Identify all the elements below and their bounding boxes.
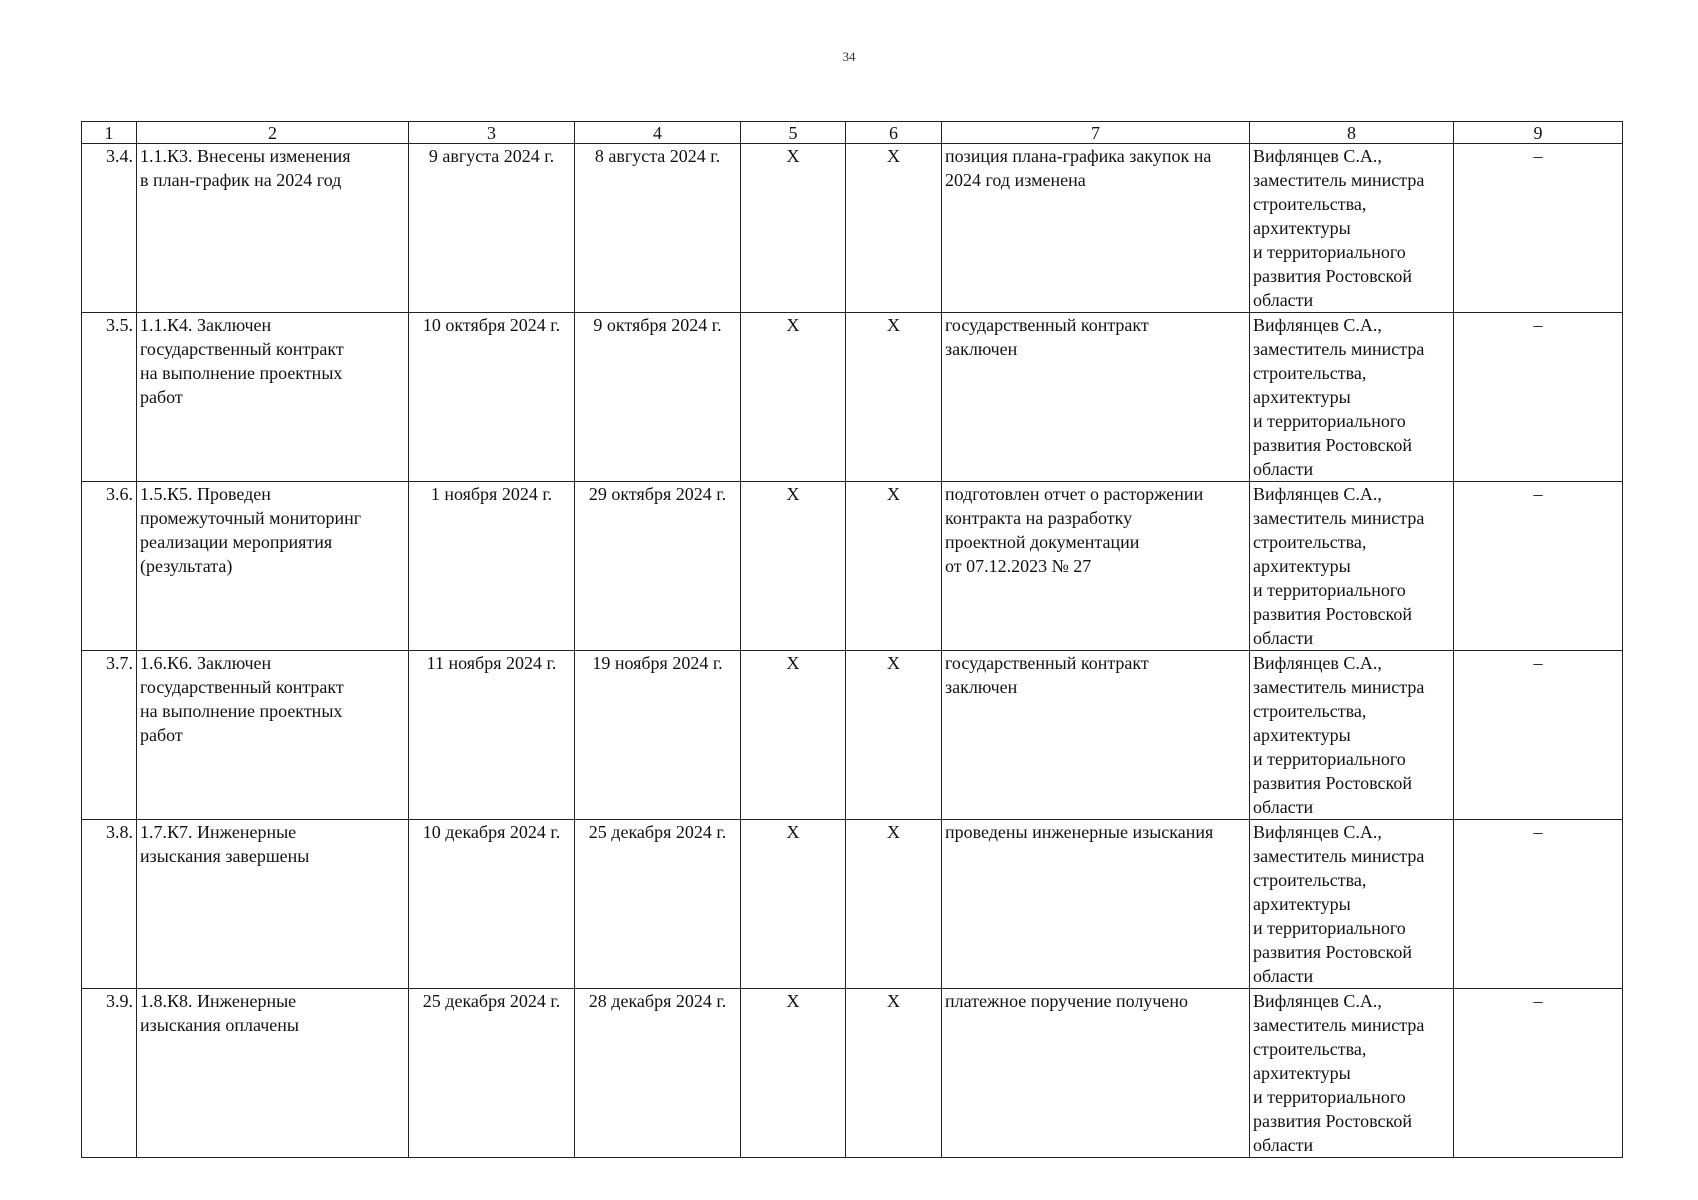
column-header: 2: [137, 122, 409, 144]
plan-date: 10 октября 2024 г.: [409, 313, 575, 482]
result-text: платежное поручение получено: [942, 989, 1250, 1158]
table-row: [82, 313, 1623, 482]
column-5-value: X: [741, 989, 846, 1158]
table-row: [82, 989, 1623, 1158]
table-row: [82, 820, 1623, 989]
column-header: 5: [741, 122, 846, 144]
column-5-value: X: [741, 820, 846, 989]
fact-date: 25 декабря 2024 г.: [575, 820, 741, 989]
event-name: 1.6.К6. Заключен государственный контракт на выполнение проектных работ: [137, 651, 409, 820]
note: –: [1454, 144, 1623, 313]
responsible-person: Вифлянцев С.А., заместитель министра строительства, архитектуры и территориального развития Ростовской области: [1250, 651, 1454, 820]
row-number: 3.9.: [82, 989, 137, 1158]
event-name: 1.5.К5. Проведен промежуточный мониторинг реализации мероприятия (результата): [137, 482, 409, 651]
column-6-value: X: [846, 989, 942, 1158]
column-6-value: X: [846, 482, 942, 651]
column-header: 4: [575, 122, 741, 144]
column-header: 3: [409, 122, 575, 144]
row-number: 3.5.: [82, 313, 137, 482]
column-6-value: X: [846, 820, 942, 989]
note: –: [1454, 313, 1623, 482]
responsible-person: Вифлянцев С.А., заместитель министра строительства, архитектуры и территориального развития Ростовской области: [1250, 144, 1454, 313]
column-header: 9: [1454, 122, 1623, 144]
responsible-person: Вифлянцев С.А., заместитель министра строительства, архитектуры и территориального развития Ростовской области: [1250, 313, 1454, 482]
event-name: 1.7.К7. Инженерные изыскания завершены: [137, 820, 409, 989]
fact-date: 19 ноября 2024 г.: [575, 651, 741, 820]
note: –: [1454, 482, 1623, 651]
fact-date: 8 августа 2024 г.: [575, 144, 741, 313]
table-row: [82, 651, 1623, 820]
control-points-table: [81, 121, 1623, 1158]
column-5-value: X: [741, 651, 846, 820]
row-number: 3.4.: [82, 144, 137, 313]
plan-date: 10 декабря 2024 г.: [409, 820, 575, 989]
column-5-value: X: [741, 313, 846, 482]
row-number: 3.6.: [82, 482, 137, 651]
column-header: 6: [846, 122, 942, 144]
column-5-value: X: [741, 144, 846, 313]
column-5-value: X: [741, 482, 846, 651]
column-6-value: X: [846, 313, 942, 482]
column-header: 1: [82, 122, 137, 144]
note: –: [1454, 989, 1623, 1158]
result-text: подготовлен отчет о расторжении контракта на разработку проектной документации от 07.12.2023 № 27: [942, 482, 1250, 651]
plan-date: 11 ноября 2024 г.: [409, 651, 575, 820]
fact-date: 29 октября 2024 г.: [575, 482, 741, 651]
event-name: 1.8.К8. Инженерные изыскания оплачены: [137, 989, 409, 1158]
note: –: [1454, 651, 1623, 820]
responsible-person: Вифлянцев С.А., заместитель министра строительства, архитектуры и территориального развития Ростовской области: [1250, 989, 1454, 1158]
responsible-person: Вифлянцев С.А., заместитель министра строительства, архитектуры и территориального развития Ростовской области: [1250, 482, 1454, 651]
column-header: 8: [1250, 122, 1454, 144]
column-number-row: [82, 122, 1623, 144]
row-number: 3.7.: [82, 651, 137, 820]
row-number: 3.8.: [82, 820, 137, 989]
note: –: [1454, 820, 1623, 989]
table-row: [82, 482, 1623, 651]
result-text: проведены инженерные изыскания: [942, 820, 1250, 989]
responsible-person: Вифлянцев С.А., заместитель министра строительства, архитектуры и территориального развития Ростовской области: [1250, 820, 1454, 989]
plan-date: 1 ноября 2024 г.: [409, 482, 575, 651]
result-text: государственный контракт заключен: [942, 651, 1250, 820]
column-6-value: X: [846, 651, 942, 820]
event-name: 1.1.К3. Внесены изменения в план-график на 2024 год: [137, 144, 409, 313]
result-text: позиция плана-графика закупок на 2024 год изменена: [942, 144, 1250, 313]
column-header: 7: [942, 122, 1250, 144]
fact-date: 9 октября 2024 г.: [575, 313, 741, 482]
fact-date: 28 декабря 2024 г.: [575, 989, 741, 1158]
event-name: 1.1.К4. Заключен государственный контракт на выполнение проектных работ: [137, 313, 409, 482]
result-text: государственный контракт заключен: [942, 313, 1250, 482]
plan-date: 9 августа 2024 г.: [409, 144, 575, 313]
plan-date: 25 декабря 2024 г.: [409, 989, 575, 1158]
table-row: [82, 144, 1623, 313]
page-number: 34: [842, 49, 856, 64]
column-6-value: X: [846, 144, 942, 313]
